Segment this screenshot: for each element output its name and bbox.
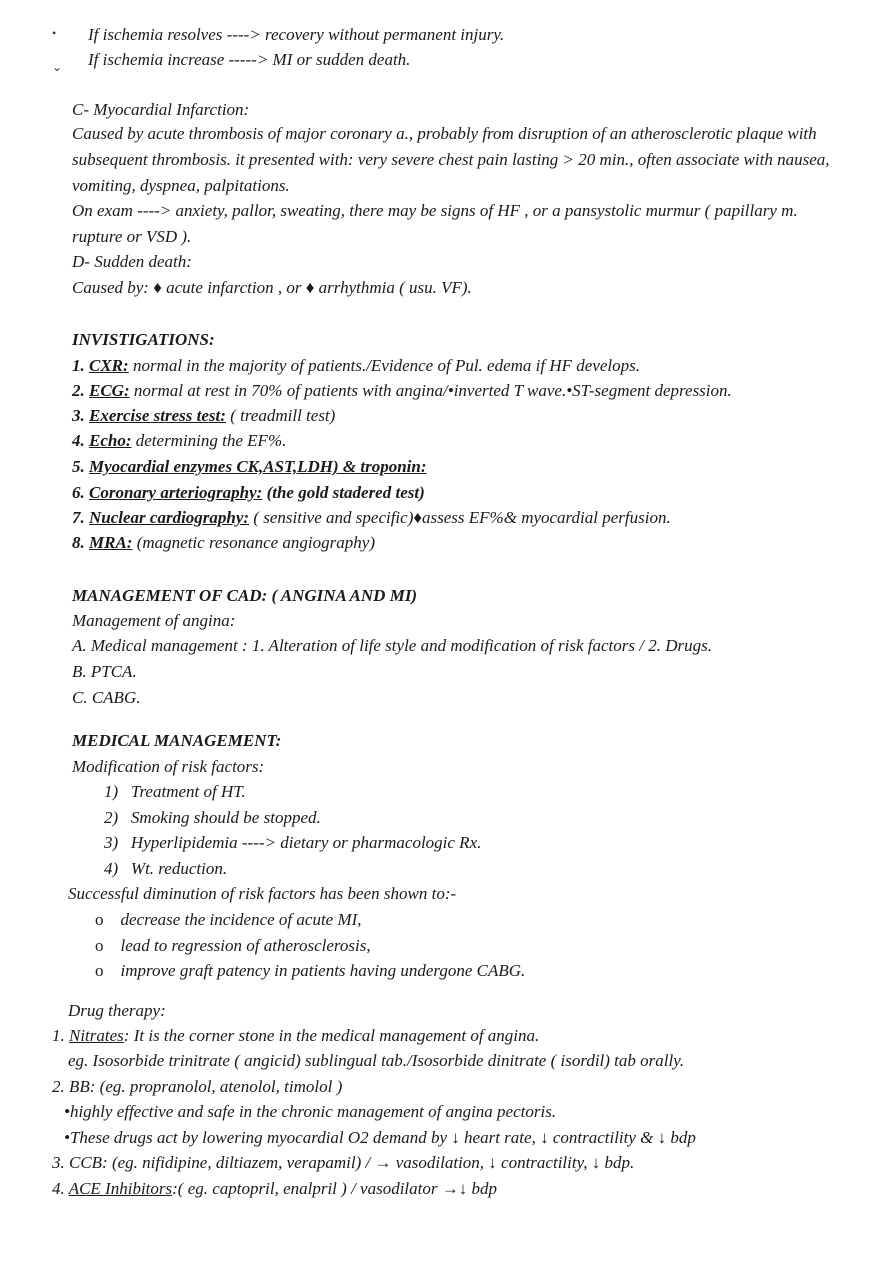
- risk-factors-subheading: Modification of risk factors:: [72, 757, 265, 776]
- ischemia-increase-line: If ischemia increase -----> MI or sudden death.: [88, 50, 411, 69]
- drug-ace-inhibitors: 4. ACE Inhibitors:( eg. captopril, enalpril ) / vasodilator →↓ bdp: [52, 1179, 497, 1198]
- mi-paragraph-line: Caused by acute thrombosis of major coronary a., probably from disruption of an atherosclerotic plaque with: [72, 124, 817, 143]
- mi-title: C- Myocardial Infarction:: [72, 100, 250, 119]
- drug-bb-note: •These drugs act by lowering myocardial O2 demand by ↓ heart rate, ↓ contractility & ↓ bdp: [64, 1128, 696, 1147]
- success-statement: Successful diminution of risk factors has been shown to:-: [68, 884, 457, 903]
- drug-therapy-heading: Drug therapy:: [68, 1001, 166, 1020]
- investigation-item: 7. Nuclear cardiography: ( sensitive and specific)♦assess EF%& myocardial perfusion.: [72, 508, 671, 527]
- drug-bb-note: •highly effective and safe in the chronic management of angina pectoris.: [64, 1102, 557, 1121]
- risk-factor-item: 2) Smoking should be stopped.: [104, 808, 321, 827]
- risk-factor-item: 3) Hyperlipidemia ----> dietary or pharmacologic Rx.: [104, 833, 482, 852]
- mi-paragraph-line: On exam ----> anxiety, pallor, sweating, there may be signs of HF , or a pansystolic murmur ( papillary m.: [72, 201, 798, 220]
- medical-management-heading: MEDICAL MANAGEMENT:: [72, 731, 282, 750]
- mi-paragraph-line: rupture or VSD ).: [72, 227, 192, 246]
- risk-factor-item: 1) Treatment of HT.: [104, 782, 246, 801]
- drug-nitrates-example: eg. Isosorbide trinitrate ( angicid) sublingual tab./Isosorbide dinitrate ( isordil) tab orally.: [68, 1051, 685, 1070]
- mi-paragraph-line: subsequent thrombosis. it presented with: very severe chest pain lasting > 20 min., often associate with nausea,: [72, 150, 830, 169]
- drug-nitrates: 1. Nitrates: It is the corner stone in the medical management of angina.: [52, 1026, 540, 1045]
- investigation-item: 5. Myocardial enzymes CK,AST,LDH) & troponin:: [72, 457, 427, 476]
- investigation-item: 2. ECG: normal at rest in 70% of patients with angina/•inverted T wave.•ST-segment depression.: [72, 381, 732, 400]
- margin-mark: ⌄: [52, 60, 63, 74]
- sudden-death-title: D- Sudden death:: [72, 252, 192, 271]
- investigation-item: 6. Coronary arteriography: (the gold stadered test): [72, 483, 425, 502]
- ischemia-resolves-line: If ischemia resolves ----> recovery without permanent injury.: [88, 25, 505, 44]
- margin-mark: •: [52, 26, 57, 40]
- management-heading: MANAGEMENT OF CAD: ( ANGINA AND MI): [72, 586, 418, 605]
- risk-factor-item: 4) Wt. reduction.: [104, 859, 228, 878]
- benefit-bullet: o lead to regression of atherosclerosis,: [95, 936, 371, 955]
- mi-paragraph-line: vomiting, dyspnea, palpitations.: [72, 176, 290, 195]
- investigation-item: 8. MRA: (magnetic resonance angiography): [72, 533, 375, 552]
- management-option-a: A. Medical management : 1. Alteration of life style and modification of risk factors / 2. Drugs.: [72, 636, 712, 655]
- investigations-heading: INVISTIGATIONS:: [72, 330, 215, 349]
- sudden-death-causes: Caused by: ♦ acute infarction , or ♦ arrhythmia ( usu. VF).: [72, 278, 472, 297]
- management-subheading: Management of angina:: [72, 611, 236, 630]
- investigation-item: 4. Echo: determining the EF%.: [72, 431, 287, 450]
- investigation-item: 3. Exercise stress test: ( treadmill test): [72, 406, 336, 425]
- management-option-b: B. PTCA.: [72, 662, 137, 681]
- drug-ccb: 3. CCB: (eg. nifidipine, diltiazem, verapamil) / → vasodilation, ↓ contractility, ↓ bdp.: [52, 1153, 635, 1172]
- benefit-bullet: o improve graft patency in patients having undergone CABG.: [95, 961, 526, 980]
- benefit-bullet: o decrease the incidence of acute MI,: [95, 910, 362, 929]
- investigation-item: 1. CXR: normal in the majority of patients./Evidence of Pul. edema if HF develops.: [72, 356, 640, 375]
- drug-beta-blockers: 2. BB: (eg. propranolol, atenolol, timolol ): [52, 1077, 343, 1096]
- management-option-c: C. CABG.: [72, 688, 141, 707]
